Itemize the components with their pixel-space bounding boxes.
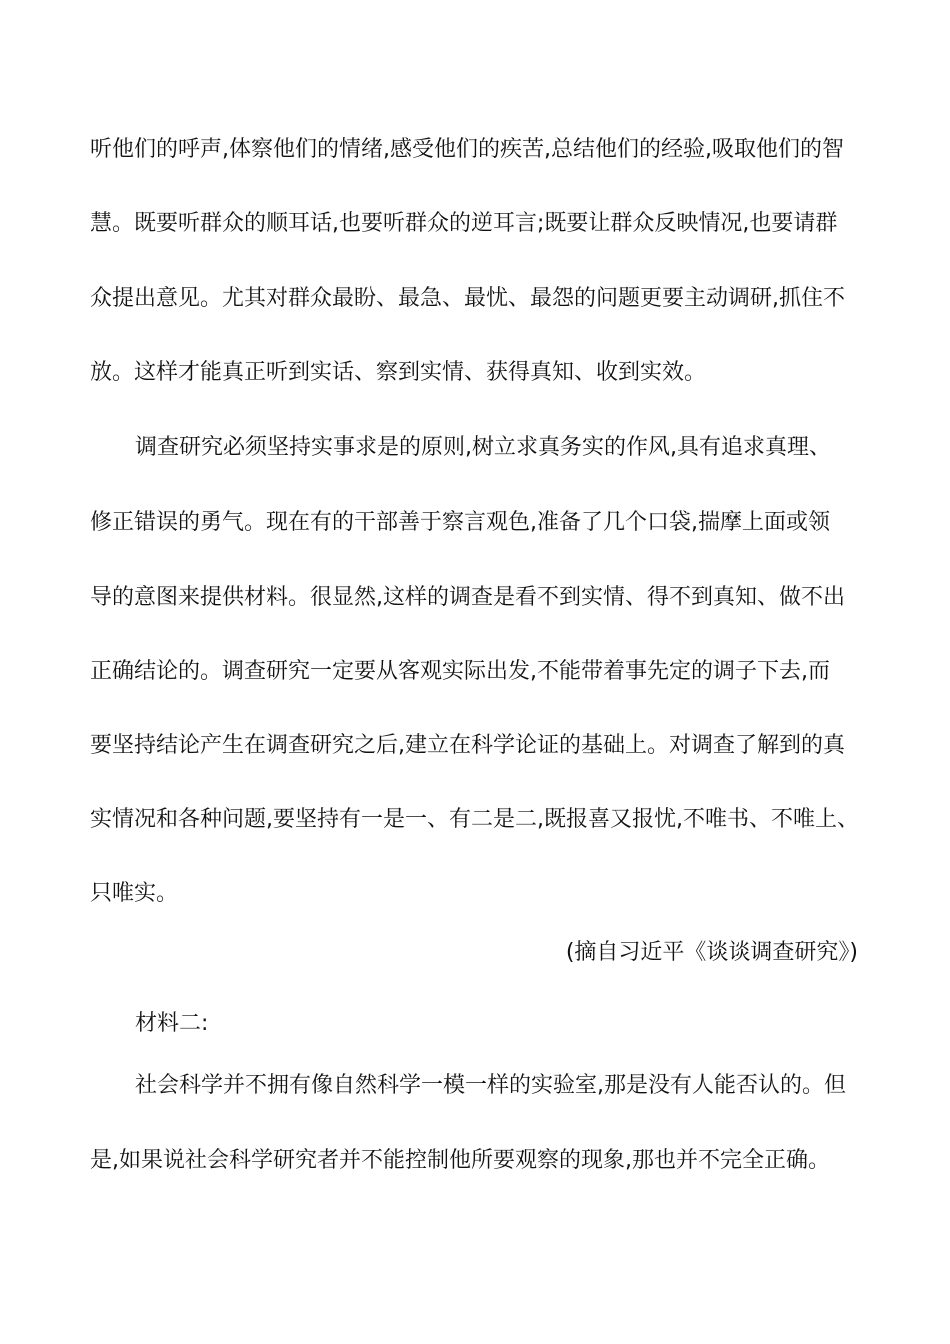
text-line: 修正错误的勇气。现在有的干部善于察言观色,准备了几个口袋,揣摩上面或领	[90, 510, 830, 535]
text-line: 导的意图来提供材料。很显然,这样的调查是看不到实情、得不到真知、做不出	[90, 585, 845, 610]
text-line: 社会科学并不拥有像自然科学一模一样的实验室,那是没有人能否认的。但	[135, 1073, 846, 1098]
text-line: 慧。既要听群众的顺耳话,也要听群众的逆耳言;既要让群众反映情况,也要请群	[90, 211, 838, 236]
text-line: 听他们的呼声,体察他们的情绪,感受他们的疾苦,总结他们的经验,吸取他们的智	[90, 137, 844, 162]
text-line: 众提出意见。尤其对群众最盼、最急、最忧、最怨的问题更要主动调研,抓住不	[90, 286, 845, 311]
text-line: 只唯实。	[90, 881, 179, 906]
text-line: 正确结论的。调查研究一定要从客观实际出发,不能带着事先定的调子下去,而	[90, 659, 830, 684]
section-heading: 材料二:	[135, 1011, 209, 1036]
text-line: 是,如果说社会科学研究者并不能控制他所要观察的现象,那也并不完全正确。	[90, 1148, 830, 1173]
text-line: 要坚持结论产生在调查研究之后,建立在科学论证的基础上。对调查了解到的真	[90, 733, 845, 758]
text-line: 放。这样才能真正听到实话、察到实情、获得真知、收到实效。	[90, 360, 707, 385]
source-citation: (摘自习近平《谈谈调查研究》)	[565, 940, 858, 965]
text-line: 实情况和各种问题,要坚持有一是一、有二是二,既报喜又报忧,不唯书、不唯上、	[90, 807, 859, 832]
text-line: 调查研究必须坚持实事求是的原则,树立求真务实的作风,具有追求真理、	[135, 435, 831, 460]
